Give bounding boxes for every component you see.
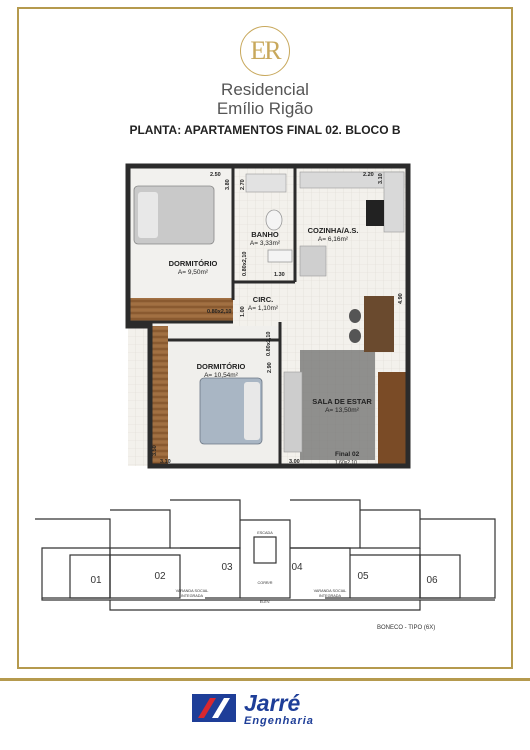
washing-machine [300,246,326,276]
dim-label: 2.90 [267,362,273,373]
room-name-dormitorio-1: DORMITÓRIO [168,259,218,268]
gold-divider [0,678,530,681]
room-area-sala: A= 13,50m² [325,407,359,414]
logo-monogram: ER [250,36,280,65]
jarre-logo-icon [190,694,238,722]
dim-label: 0.80x2,10 [266,331,272,356]
room-name-sala: SALA DE ESTAR [312,397,372,406]
company-name: Jarré [244,690,301,716]
wardrobe-2 [150,326,168,466]
room-area-cozinha: A= 6,16m² [317,236,349,243]
room-name-circ: CIRC. [252,295,274,304]
dim-label: 1.30 [274,272,285,278]
balcony-label: VARANDA SOCIAL [175,589,209,593]
room-name-cozinha: COZINHA/A.S. [307,226,359,235]
balcony-label: VARANDA SOCIAL [313,589,347,593]
shower [246,174,286,192]
dining-table [364,296,394,352]
unit-label: 02 [154,571,166,582]
stair-label: ESCADA [257,531,273,535]
dim-label: 3.10 [378,173,384,184]
dim-label: 0.80x2,10 [207,309,232,315]
toilet [266,210,282,230]
bed-1-pillows [138,192,158,238]
dining-chair-1 [349,309,361,323]
room-name-dormitorio-2: DORMITÓRIO [196,362,246,371]
unit-label: 01 [90,575,102,586]
unit-label: 06 [426,575,438,586]
plan-title: PLANTA: APARTAMENTOS FINAL 02. BLOCO B [129,123,401,137]
unit-label: 04 [291,562,303,573]
dim-label: 4.90 [398,293,404,304]
dining-chair-2 [349,329,361,343]
elevator-label: ELEV. [259,600,271,604]
unit-label: 05 [357,571,369,582]
room-area-dormitorio-2: A= 10,54m² [204,372,238,379]
dim-label: 3.50 [152,445,158,456]
bath-sink [268,250,292,262]
kitchen-counter-side [384,172,404,232]
bed-2-pillows [244,382,260,440]
company-subtitle: Engenharia [244,715,314,727]
dim-label: 0.80x2,10 [242,251,248,276]
brand-name-line1: Residencial [221,80,309,99]
sheet-label: BONECO - TIPO (6X) [377,625,436,631]
room-area-dormitorio-1: A= 9,50m² [177,269,209,276]
stove [366,200,384,226]
room-name-banho: BANHO [251,230,279,239]
dim-label: 2.70 [240,179,246,190]
building-floor-plan [35,500,495,610]
sofa [284,372,302,452]
room-area-circ: A= 1,10m² [247,305,279,312]
final-label: Final 02 [335,451,360,458]
dim-label: 2.50 [210,172,221,178]
dim-label: 3.00 [289,459,300,465]
dim-label: 3.10 [160,459,171,465]
unit-label: 03 [221,562,233,573]
dim-label: 1.60x2,10 [335,460,357,466]
room-area-banho: A= 3,33m² [249,240,281,247]
balcony-label: INTEGRADA [180,594,204,598]
brand-name-line2: Emílio Rigão [216,99,314,118]
corridor-label: CORR/R [257,581,273,585]
dim-label: 3.80 [225,179,231,190]
dim-label: 1.00 [240,306,246,317]
tv-panel [378,372,408,466]
balcony-label: INTEGRADA [318,594,342,598]
dim-label: 2.20 [363,172,374,178]
